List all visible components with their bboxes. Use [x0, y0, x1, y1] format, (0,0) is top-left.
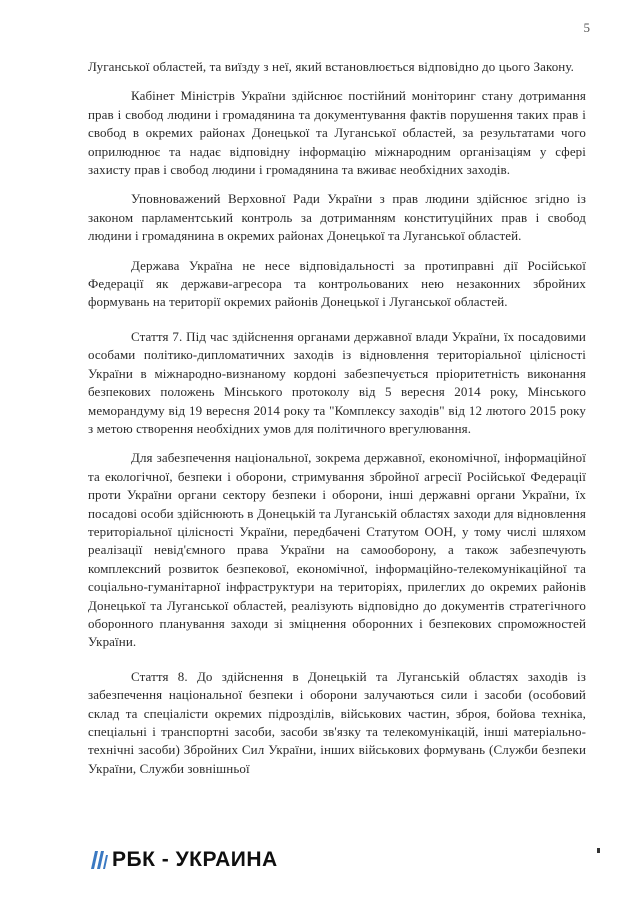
page-number: 5: [583, 20, 590, 35]
paragraph-cabinet-monitoring: Кабінет Міністрів України здійснює постійний моніторинг стану дотримання прав і свобод людини і громадянина та документування фактів порушення таких прав і свобод в окремих районах Донецької та Луганської областей, за результатами чого оприлюднює та надає відповідну інформацію міжнародним організаціям у сфері захисту прав і свобод людини і громадянина та вживає необхідних заходів.: [88, 88, 586, 178]
paragraph-state-responsibility: Держава Україна не несе відповідальності за протиправні дії Російської Федерації як держави-агресора та контрольованих нею незаконних збройних формувань на території окремих районів Донецької і Луганської областей.: [88, 257, 586, 310]
paragraph-article-8: Стаття 8. До здійснення в Донецькій та Луганській областях заходів із забезпечення національної безпеки і оборони залучаються сили і засоби (особовий склад та спеціалісти окремих підрозділів, військових частин, зброя, бойова техніка, спеціальні і транспортні засоби, засоби зв'язку та телекомунікацій, інші матеріально-технічні засоби) Збройних Сил України, інших військових формувань (Служби безпеки України, Служби зовнішньої: [88, 668, 586, 776]
paragraph-article-7-part-2: Для забезпечення національної, зокрема державної, економічної, інформаційної та екологічної, безпеки і оборони, стримування збройної агресії Російської Федерації проти України органи сектору безпеки і оборони, інші державні органи України, їх посадові особи здійснюють в Донецькій та Луганській областях заходи для відновлення територіальної цілісності України, передбачені Статутом ООН, у тому числі шляхом реалізації невід'ємного права України на самооборону, а також забезпечують комплексний розвиток безпекової, економічної, інформаційно-телекомунікаційної та соціально-гуманітарної інфраструктури на територіях, прилеглих до окремих районів Донецької та Луганської областей, реалізують відповідно до документів стратегічного оборонного планування заходи зі зміцнення оборонних і безпекових спроможностей України.: [88, 450, 586, 650]
document-body: [88, 58, 586, 789]
rbc-ukraine-logo: [90, 848, 278, 872]
paragraph-continuation: Луганської областей, та виїзду з неї, який встановлюється відповідно до цього Закону.: [88, 59, 575, 74]
paragraph-article-7: Стаття 7. Під час здійснення органами державної влади України, їх посадовими особами політико-дипломатичних заходів із відновлення територіальної цілісності України в міжнародно-визнаному кордоні забезпечується пріоритетність виконання безпекових положень Мінського протоколу від 5 вересня 2014 року, Мінського меморандуму від 19 вересня 2014 року та "Комплексу заходів" від 12 лютого 2015 року з метою створення необхідних умов для політичного врегулювання.: [88, 328, 586, 436]
rbc-bars-icon: [90, 851, 108, 869]
logo-text: РБК - УКРАИНА: [112, 848, 278, 871]
scan-speck: [597, 848, 600, 853]
paragraph-ombudsman: Уповноважений Верховної Ради України з прав людини здійснює згідно із законом парламентський контроль за дотриманням конституційних прав і свобод людини і громадянина в окремих районах Донецької та Луганської областей.: [88, 191, 586, 244]
